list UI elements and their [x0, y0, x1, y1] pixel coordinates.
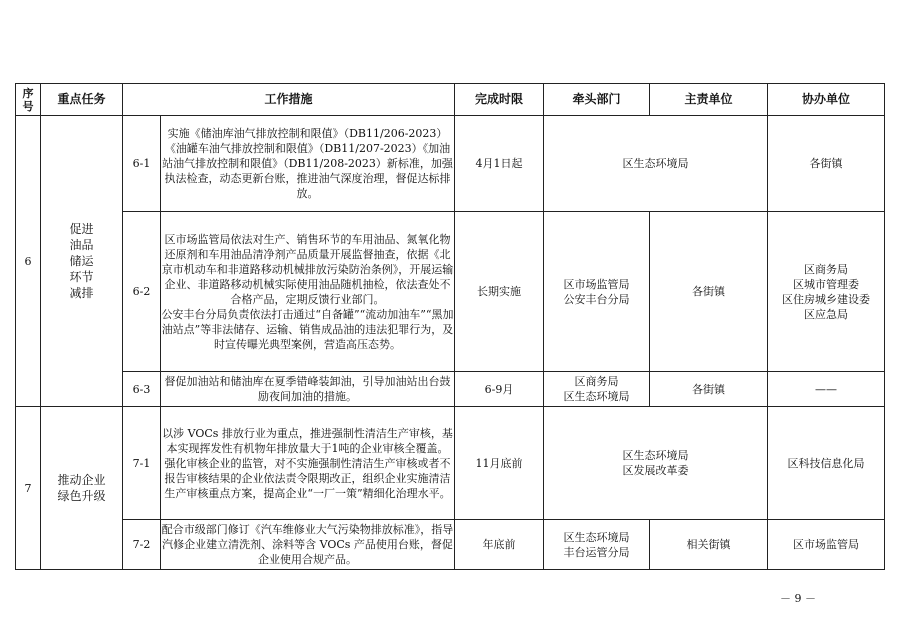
item-code: 7-1	[123, 407, 161, 520]
table-row	[16, 407, 885, 520]
lead-dept-cell: 区生态环境局 丰台运管分局	[544, 520, 650, 570]
assist-cell: 各街镇	[768, 116, 885, 212]
item-code: 7-2	[123, 520, 161, 570]
header-lead-dept: 牵头部门	[544, 84, 650, 116]
lead-dept-cell: 区市场监管局 公安丰台分局	[544, 212, 650, 372]
deadline-cell: 年底前	[455, 520, 544, 570]
measure-text: 督促加油站和储油库在夏季错峰装卸油，引导加油站出台鼓励夜间加油的措施。	[161, 372, 455, 407]
measure-text: 以涉 VOCs 排放行业为重点，推进强制性清洁生产审核，基本实现挥发性有机物年排放量大于1吨的企业审核全覆盖。 强化审核企业的监管，对不实施强制性清洁生产审核或者不报告审核结果的企业依法责令限期改正，组织企业实施清洁生产审核重点方案，提高企业“一厂一策”精细化治理水平。	[161, 407, 455, 520]
table-row	[16, 372, 885, 407]
seq-cell: 7	[16, 407, 41, 570]
task-cell: 推动企业 绿色升级	[41, 407, 123, 570]
item-code: 6-1	[123, 116, 161, 212]
deadline-cell: 11月底前	[455, 407, 544, 520]
main-unit-cell: 各街镇	[650, 372, 768, 407]
deadline-cell: 6-9月	[455, 372, 544, 407]
table-row	[16, 116, 885, 212]
header-task: 重点任务	[41, 84, 123, 116]
header-main-unit: 主责单位	[650, 84, 768, 116]
header-assist-unit: 协办单位	[768, 84, 885, 116]
page-number: － 9 －	[780, 592, 816, 605]
measure-text: 实施《储油库油气排放控制和限值》（DB11/206-2023）《油罐车油气排放控制和限值》（DB11/207-2023）《加油站油气排放控制和限值》（DB11/208-2023）新标准，加强执法检查，动态更新台账，推进油气深度治理，督促达标排放。	[161, 116, 455, 212]
assist-cell: 区科技信息化局	[768, 407, 885, 520]
header-seq: 序号	[16, 84, 41, 116]
work-plan-table	[15, 83, 885, 570]
task-cell: 促进 油品 储运 环节 减排	[41, 116, 123, 407]
lead-main-cell: 区生态环境局	[544, 116, 768, 212]
header-row	[16, 84, 885, 116]
assist-cell: 区商务局 区城市管理委 区住房城乡建设委 区应急局	[768, 212, 885, 372]
item-code: 6-3	[123, 372, 161, 407]
table-row	[16, 520, 885, 570]
assist-cell: 区市场监管局	[768, 520, 885, 570]
lead-main-cell: 区生态环境局 区发展改革委	[544, 407, 768, 520]
deadline-cell: 长期实施	[455, 212, 544, 372]
main-unit-cell: 各街镇	[650, 212, 768, 372]
seq-cell: 6	[16, 116, 41, 407]
main-unit-cell: 相关街镇	[650, 520, 768, 570]
assist-cell: ——	[768, 372, 885, 407]
measure-text: 配合市级部门修订《汽车维修业大气污染物排放标准》，指导汽修企业建立清洗剂、涂料等含 VOCs 产品使用台账，督促企业使用合规产品。	[161, 520, 455, 570]
table-row	[16, 212, 885, 372]
header-deadline: 完成时限	[455, 84, 544, 116]
header-measures: 工作措施	[123, 84, 455, 116]
deadline-cell: 4月1日起	[455, 116, 544, 212]
lead-dept-cell: 区商务局 区生态环境局	[544, 372, 650, 407]
measure-text: 区市场监管局依法对生产、销售环节的车用油品、氮氧化物还原剂和车用油品清净剂产品质量开展监督抽查，依据《北京市机动车和非道路移动机械排放污染防治条例》，开展运输企业、非道路移动机械实际使用油品随机抽检，依法查处不合格产品，定期反馈行业部门。 公安丰台分局负责依法打击通过“自备罐”“流动加油车”“黑加油站点”等非法储存、运输、销售成品油的违法犯罪行为，及时宣传曝光典型案例，营造高压态势。	[161, 212, 455, 372]
item-code: 6-2	[123, 212, 161, 372]
